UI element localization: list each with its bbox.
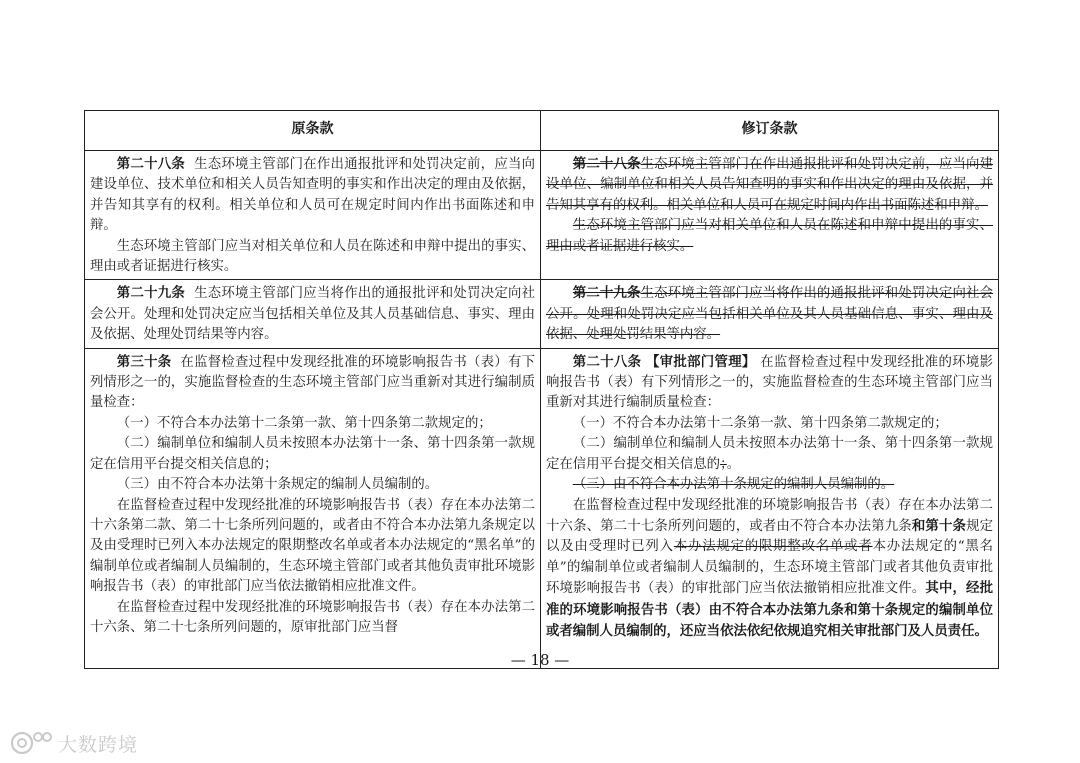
original-article-28 <box>85 151 541 280</box>
original-article-30 <box>85 348 541 668</box>
header-revised: 修订条款 <box>541 111 999 151</box>
list-item: （一）不符合本办法第十二条第一款、第十四条第二款规定的； <box>572 415 948 431</box>
deleted-text: 本办法规定的限期整改名单或者 <box>673 539 873 555</box>
list-item: （三）由不符合本办法第十条规定的编制人员编制的。 <box>116 477 439 493</box>
article-number: 第二十九条 <box>116 285 186 302</box>
list-item: （一）不符合本办法第十二条第一款、第十四条第二款规定的； <box>116 415 492 431</box>
paragraph-text: 本办法规定的“黑名单”的编制单位或者编制人员编制的，生态环境主管部门或者其他负责审批环境影响报告书（表）的审批部门应当依法撤销相应批准文件。 <box>546 539 994 597</box>
revised-article-28-deleted <box>541 151 999 280</box>
watermark-text: 大数跨境 <box>58 733 139 756</box>
table-row <box>85 348 999 668</box>
header-original: 原条款 <box>85 111 541 151</box>
revised-article-28-approval <box>541 348 999 668</box>
list-item-text: 。 <box>726 456 741 472</box>
deleted-list-item: （三）由不符合本办法第十条规定的编制人员编制的。 <box>572 477 895 493</box>
article-text: 在监督检查过程中发现经批准的环境影响报告书（表）有下列情形之一的，实施监督检查的生态环境主管部门应当重新对其进行编制质量检查： <box>90 354 536 411</box>
list-item: （二）编制单位和编制人员未按照本办法第十一条、第十四条第一款规定在信用平台提交相关信息的； <box>90 436 535 472</box>
list-item <box>546 434 993 475</box>
watermark-logo-icon <box>10 728 54 758</box>
table-row <box>85 151 999 280</box>
article-paragraph: 在监督检查过程中发现经批准的环境影响报告书（表）存在本办法第二十六条、第二十七条所列问题的，原审批部门应当督 <box>90 599 535 635</box>
paragraph-text: 规定以及由受理时已列入 <box>546 518 994 555</box>
paragraph-text: 在监督检查过程中发现经批准的环境影响报告书（表）存在本办法第二十六条、第二十七条所列问题的，或者由不符合本办法第九条 <box>546 497 993 534</box>
article-number: 第二十九条 <box>572 285 641 302</box>
article-number: 第二十八条 <box>572 156 641 172</box>
article-paragraph: 在监督检查过程中发现经批准的环境影响报告书（表）存在本办法第二十六条第二款、第二十七条所列问题的，或者由不符合本办法第九条规定以及由受理时已列入本办法规定的限期整改名单或者本办法规定的“黑名单”的编制单位或者编制人员编制的，生态环境主管部门或者其他负责审批环境影响报告书（表）的审批部门应当依法撤销相应批准文件。 <box>90 497 535 595</box>
article-text: 生态环境主管部门在作出通报批评和处罚决定前，应当向建设单位、技术单位和相关人员告知查明的事实和作出决定的理由及依据，并告知其享有的权利。相关单位和人员可在规定时间内作出书面陈述和申辩。 <box>90 157 536 234</box>
table-header-row <box>85 111 999 151</box>
deleted-text: ； <box>720 456 727 472</box>
article-tag: 【审批部门管理】 <box>645 353 756 370</box>
article-paragraph: 生态环境主管部门应当对相关单位和人员在陈述和申辩中提出的事实、理由或者证据进行核实。 <box>90 238 535 275</box>
comparison-table <box>84 110 999 669</box>
article-number: 第二十八条 <box>116 156 186 172</box>
table-row <box>85 280 999 348</box>
article-text: 生态环境主管部门在作出通报批评和处罚决定前，应当向建设单位、编制单位和相关人员告知查明的事实和作出决定的理由及依据，并告知其享有的权利。相关单位和人员可在规定时间内作出书面陈述和申辩。 <box>546 157 994 213</box>
original-article-29 <box>85 280 541 348</box>
article-number: 第三十条 <box>116 353 172 370</box>
list-item-text: （二）编制单位和编制人员未按照本办法第十一条、第十四条第一款规定在信用平台提交相关信息的 <box>546 436 993 472</box>
watermark <box>10 726 138 760</box>
page-number: — 18 — <box>510 651 570 669</box>
added-text: 和第十条 <box>911 517 967 534</box>
article-paragraph <box>546 496 993 643</box>
article-paragraph: 生态环境主管部门应当对相关单位和人员在陈述和申辩中提出的事实、理由或者证据进行核实。 <box>546 218 993 254</box>
revised-article-29-deleted <box>541 280 999 348</box>
article-number: 第二十八条 <box>572 353 642 370</box>
article-text: 在监督检查过程中发现经批准的环境影响报告书（表）有下列情形之一的，实施监督检查的生态环境主管部门应当重新对其进行编制质量检查： <box>546 354 993 411</box>
article-text: 生态环境主管部门应当将作出的通报批评和处罚决定向社会公开。处理和处罚决定应当包括相关单位及其人员基础信息、事实、理由及依据、处理处罚结果等内容。 <box>90 286 536 343</box>
article-text: 生态环境主管部门应当将作出的通报批评和处罚决定向社会公开。处理和处罚决定应当包括相关单位及其人员基础信息、事实、理由及依据、处理处罚结果等内容。 <box>546 286 994 343</box>
added-text: 其中，经批准的环境影响报告书（表）由不符合本办法第九条和第十条规定的编制单位或者编制人员编制的，还应当依法依纪依规追究相关审批部门及人员责任。 <box>546 580 993 639</box>
